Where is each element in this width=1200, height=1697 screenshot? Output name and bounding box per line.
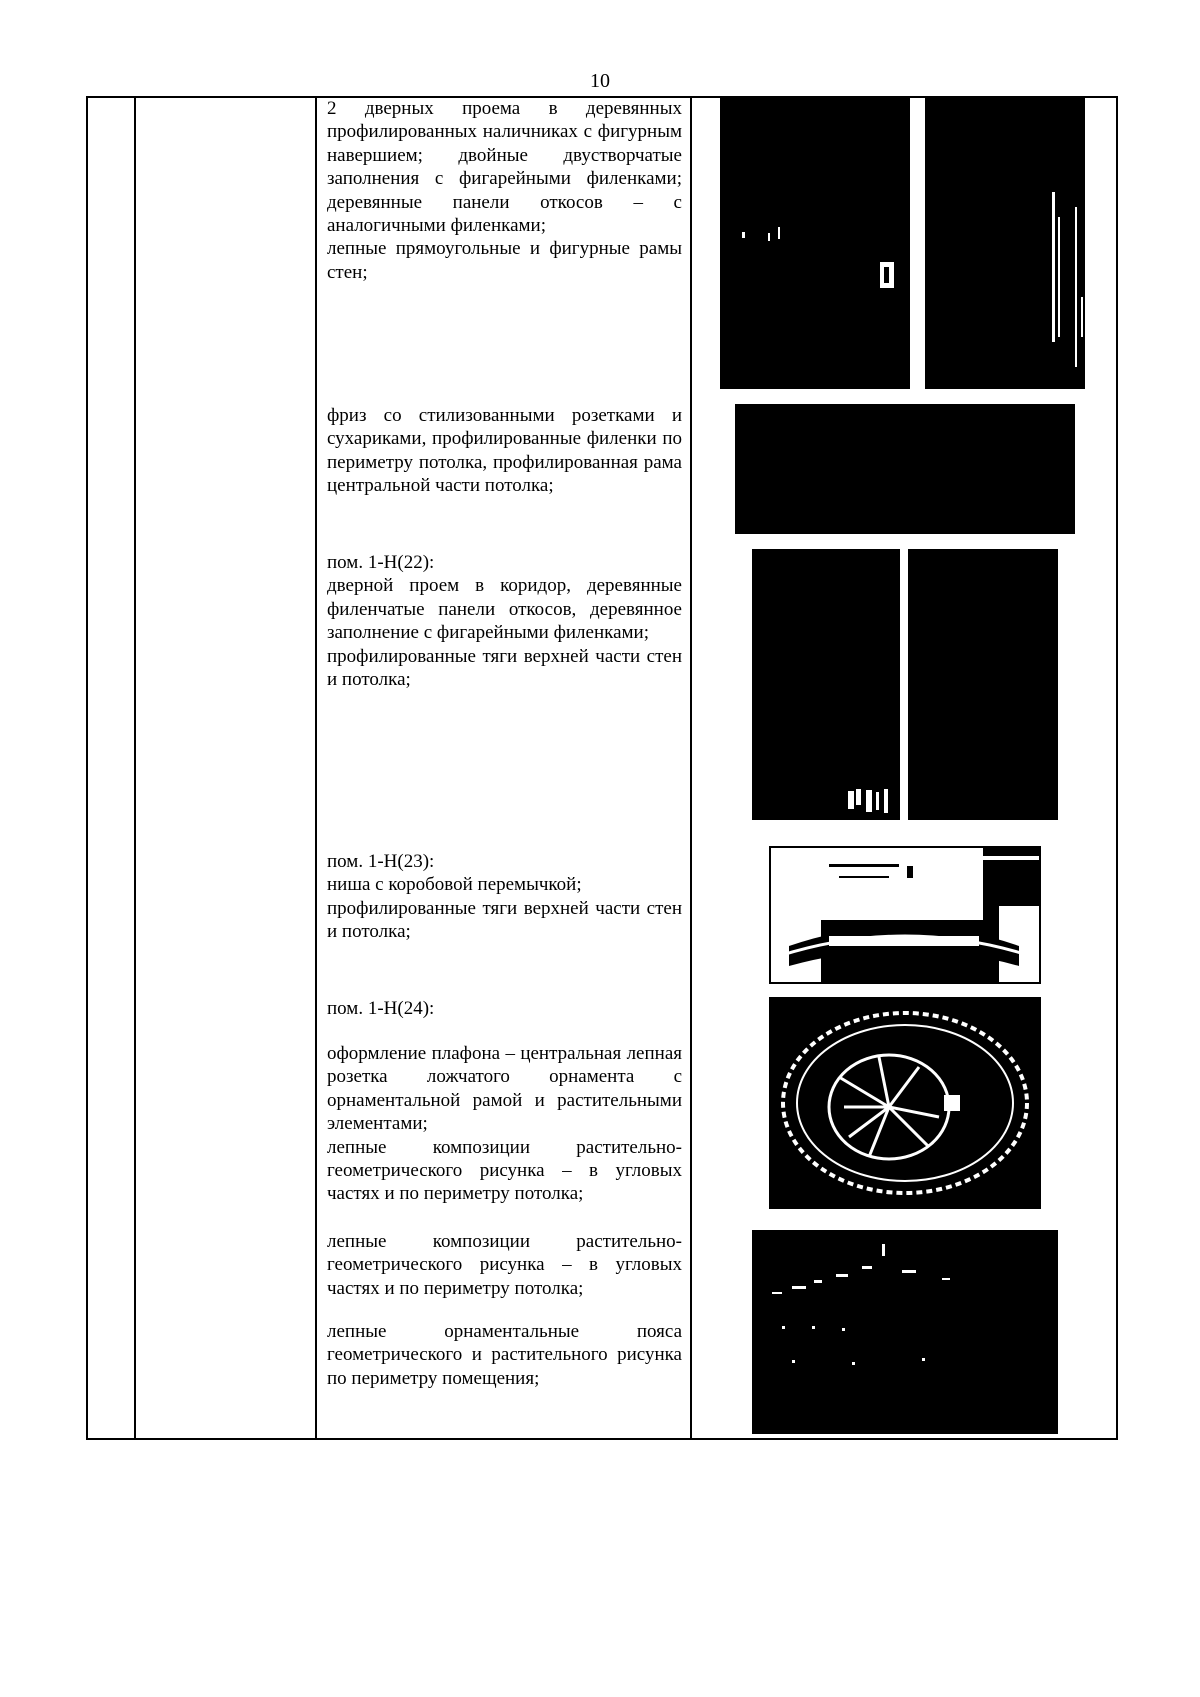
entry-paragraph: ниша с коробовой перемычкой; <box>327 874 582 896</box>
entry-corner-compositions <box>327 1230 682 1300</box>
entry-paragraph: фриз со стилизованными розетками и сухариками, профилированные филенки по периметру потолка, профилированная рама центральной части потолка; <box>327 405 682 497</box>
entry-ornamental-belts <box>327 1320 682 1390</box>
page-number: 10 <box>590 70 610 92</box>
photo-frieze <box>735 404 1075 534</box>
entry-paragraph: лепные орнаментальные пояса геометрического и растительного рисунка по периметру помещения; <box>327 1321 682 1389</box>
photo-ornamental-belts <box>752 1230 1058 1434</box>
column-divider-1 <box>134 98 136 1438</box>
photo-room-22-right <box>908 549 1058 820</box>
entry-paragraph: оформление плафона – центральная лепная розетка ложчатого орнамента с орнаментальной рамой и растительными элементами; <box>327 1043 682 1135</box>
entry-paragraph: лепные прямоугольные и фигурные рамы стен; <box>327 238 682 283</box>
room-heading: пом. 1-Н(24): <box>327 998 435 1019</box>
photo-niche-arch <box>769 846 1041 984</box>
entry-paragraph: лепные композиции растительно-геометрического рисунка – в угловых частях и по периметру потолка; <box>327 1136 682 1205</box>
entry-room-23 <box>327 850 682 944</box>
room-heading: пом. 1-Н(23): <box>327 851 435 872</box>
entry-paragraph: лепные композиции растительно-геометрического рисунка – в угловых частях и по периметру потолка; <box>327 1231 682 1299</box>
column-divider-2 <box>315 98 317 1438</box>
photo-ceiling-rosette <box>769 997 1041 1209</box>
entry-paragraph: профилированные тяги верхней части стен и потолка; <box>327 645 682 691</box>
photo-doorway-left <box>720 97 910 389</box>
column-divider-3 <box>690 98 692 1438</box>
entry-ceiling <box>327 1042 682 1206</box>
entry-room-22 <box>327 551 682 691</box>
photo-room-22-left <box>752 549 900 820</box>
room-heading: пом. 1-Н(22): <box>327 552 435 573</box>
entry-paragraph: профилированные тяги верхней части стен и потолка; <box>327 897 682 943</box>
entry-paragraph: дверной проем в коридор, деревянные филенчатые панели откосов, деревянное заполнение с фигарейными филенками; <box>327 575 682 644</box>
entry-doorways <box>327 97 682 284</box>
entry-room-24-heading <box>327 997 682 1020</box>
entry-frieze <box>327 404 682 498</box>
entry-paragraph: 2 дверных проема в деревянных профилированных наличниках с фигурным навершием; двойные двустворчатые заполнения с фигарейными филенками; деревянные панели откосов – с аналогичными филенками; <box>327 98 682 237</box>
photo-doorway-right <box>925 97 1085 389</box>
